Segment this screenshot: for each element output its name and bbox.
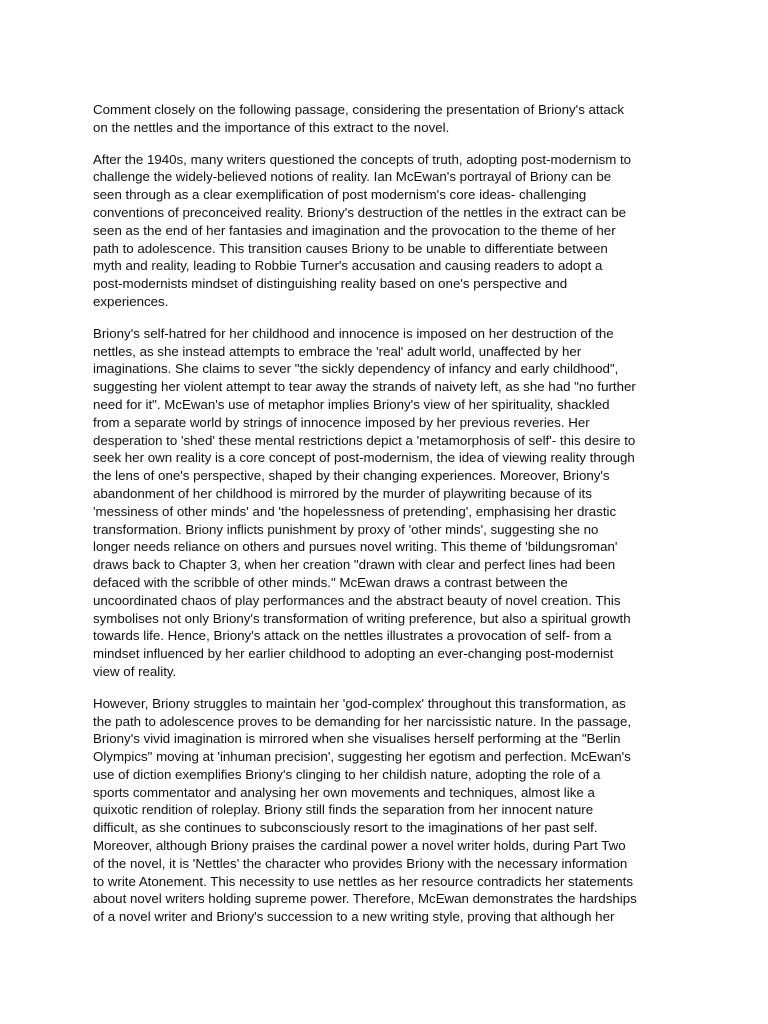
- essay-prompt: Comment closely on the following passage, considering the presentation of Briony's attack on the nettles and the importance of this extract to the novel.: [93, 102, 625, 135]
- paragraph-introduction: After the 1940s, many writers questioned the concepts of truth, adopting post-modernism to challenge the widely-believed notions of reality. Ian McEwan's portrayal of Briony can be seen through as a clear exemplification of post modernism's core ideas- challenging conventions of preconceived reality. Briony's destruction of the nettles in the extract can be seen as the end of her fantasies and imagination and the provocation to the theme of her path to adolescence. This transition causes Briony to be unable to differentiate between myth and reality, leading to Robbie Turner's accusation and causing readers to adopt a post-modernists mindset of distinguishing reality based on one's perspective and experiences.: [93, 151, 632, 309]
- paragraph-nettles-destruction: Briony's self-hatred for her childhood and innocence is imposed on her destruction of the nettles, as she instead attempts to embrace the 'real' adult world, unaffected by her imaginations. She claims to sever "the sickly dependency of infancy and early childhood", suggesting her violent attempt to tear away the strands of naivety left, as she had "no further need for it". McEwan's use of metaphor implies Briony's view of her spirituality, shackled from a separate world by strings of innocence imposed by her previous reveries. Her desperation to 'shed' these mental restrictions depict a 'metamorphosis of self'- this desire to seek her own reality is a core concept of post-modernism, the idea of viewing reality through the lens of one's perspective, shaped by their changing experiences. Moreover, Briony's abandonment of her childhood is mirrored by the murder of playwriting because of its 'messiness of other minds' and 'the hopelessness of pretending', emphasising her drastic transformation. Briony inflicts punishment by proxy of 'other minds', suggesting she no longer needs reliance on others and pursues novel writing. This theme of 'bildungsroman' draws back to Chapter 3, when her creation "drawn with clear and perfect lines had been defaced with the scribble of other minds." McEwan draws a contrast between the uncoordinated chaos of play performances and the abstract beauty of novel creation. This symbolises not only Briony's transformation of writing preference, but also a spiritual growth towards life. Hence, Briony's attack on the nettles illustrates a provocation of self- from a mindset influenced by her earlier childhood to adopting an ever-changing post-modernist view of reality.: [93, 325, 636, 679]
- document-body: [93, 101, 675, 940]
- paragraph-god-complex: However, Briony struggles to maintain her 'god-complex' throughout this transformation, as the path to adolescence proves to be demanding for her narcissistic nature. In the passage, Briony's vivid imagination is mirrored when she visualises herself performing at the "Berlin Olympics" moving at 'inhuman precision', suggesting her egotism and perfection. McEwan's use of diction exemplifies Briony's clinging to her childish nature, adopting the role of a sports commentator and analysing her own movements and techniques, almost like a quixotic rendition of roleplay. Briony still finds the separation from her innocent nature difficult, as she continues to subconsciously resort to the imaginations of her past self. Moreover, although Briony praises the cardinal power a novel writer holds, during Part Two of the novel, it is 'Nettles' the character who provides Briony with the necessary information to write Atonement. This necessity to use nettles as her resource contradicts her statements about novel writers holding supreme power. Therefore, McEwan demonstrates the hardships of a novel writer and Briony's succession to a new writing style, proving that although her: [93, 695, 637, 925]
